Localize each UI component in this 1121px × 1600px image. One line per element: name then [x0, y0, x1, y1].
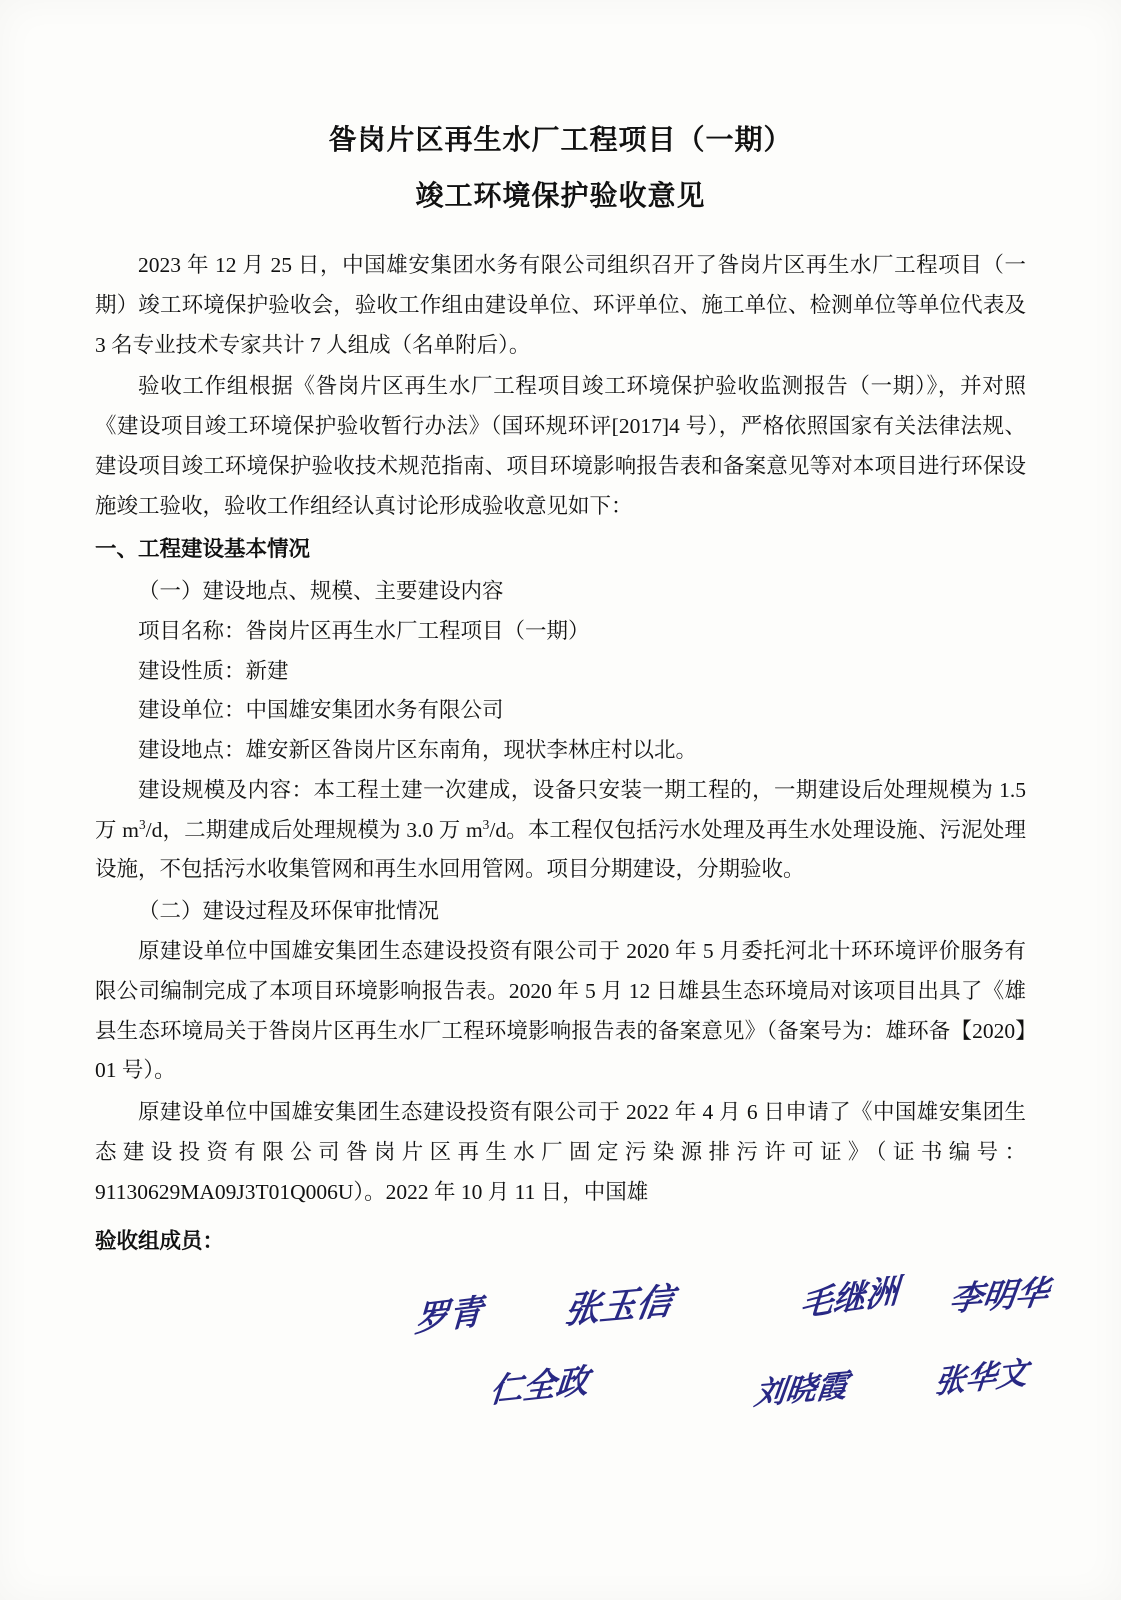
scale-part-1: 建设规模及内容：本工程土建一次建成，设备只安装一期工程的，一期建设后处理规模为 1.5 万 m	[95, 777, 1026, 842]
field-project-nature: 建设性质：新建	[138, 658, 289, 683]
handwritten-signature: 张华文	[932, 1355, 1030, 1402]
handwritten-signature: 张玉信	[561, 1280, 676, 1333]
intro-paragraph-2: 验收工作组根据《昝岗片区再生水厂工程项目竣工环境保护验收监测报告（一期）》，并对照《建设项目竣工环境保护验收暂行办法》（国环规环评[2017]4 号），严格依照国家有关法律法规、建设项目竣工环境保护验收技术规范指南、项目环境影响报告表和备案意见等对本项目进行环保设施竣工验收，验收工作组经认真讨论形成验收意见如下：	[95, 374, 1026, 518]
handwritten-signature: 毛继洲	[798, 1270, 900, 1325]
handwritten-signature: 刘晓霞	[752, 1367, 850, 1413]
scale-part-3: /d。本工程仅包括污水处理及再生水处理设施、污泥处理设施，不包括污水收集管网和再生水回用管网。项目分期建设，分期验收。	[95, 817, 1026, 882]
section-heading-one: 一、工程建设基本情况	[95, 537, 311, 562]
approval-paragraph-1: 原建设单位中国雄安集团生态建设投资有限公司于 2020 年 5 月委托河北十环环境评价服务有限公司编制完成了本项目环境影响报告表。2020 年 5 月 12 日雄县生态环境局对该项目出具了《雄县生态环境局关于昝岗片区再生水厂工程环境影响报告表的备案意见》（备案号为：雄环备【2020】01 号）。	[95, 939, 1026, 1083]
subsection-heading-two: （二）建设过程及环保审批情况	[138, 899, 440, 924]
scale-part-2: /d，二期建成后处理规模为 3.0 万 m	[145, 817, 483, 842]
scale-paragraph	[95, 771, 1026, 890]
field-project-name: 项目名称：昝岗片区再生水厂工程项目（一期）	[138, 618, 590, 643]
title-block	[95, 120, 1026, 218]
approval-paragraph-2: 原建设单位中国雄安集团生态建设投资有限公司于 2022 年 4 月 6 日申请了《中国雄安集团生态建设投资有限公司昝岗片区再生水厂固定污染源排污许可证》（证书编号：91130629MA09J3T01Q006U）。2022 年 10 月 11 日，中国雄	[95, 1100, 1026, 1204]
subsection-heading-one: （一）建设地点、规模、主要建设内容	[138, 579, 504, 604]
scale-sup-2: 3	[482, 816, 490, 832]
signature-label: 验收组成员：	[95, 1229, 225, 1254]
field-location: 建设地点：雄安新区昝岗片区东南角，现状李林庄村以北。	[138, 738, 698, 763]
signature-area	[95, 1264, 1052, 1449]
handwritten-signature: 仁全政	[488, 1360, 591, 1411]
field-construction-unit: 建设单位：中国雄安集团水务有限公司	[138, 698, 504, 723]
intro-paragraph-1: 2023 年 12 月 25 日，中国雄安集团水务有限公司组织召开了昝岗片区再生水厂工程项目（一期）竣工环境保护验收会，验收工作组由建设单位、环评单位、施工单位、检测单位等单位代表及 3 名专业技术专家共计 7 人组成（名单附后）。	[95, 253, 1026, 357]
scale-sup-1: 3	[138, 816, 146, 832]
page-subtitle: 竣工环境保护验收意见	[415, 181, 706, 212]
handwritten-signature: 李明华	[947, 1272, 1052, 1319]
handwritten-signature: 罗青	[414, 1291, 484, 1341]
page-title: 昝岗片区再生水厂工程项目（一期）	[328, 125, 793, 156]
